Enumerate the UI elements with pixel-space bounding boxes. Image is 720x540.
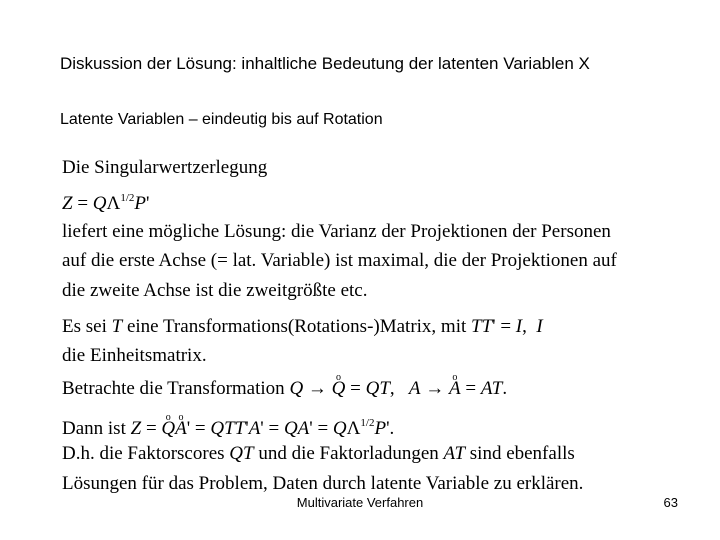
body-line-9: Dann ist Z = o Qo $A' = QTT'A' = QA' = Q\Lambda^{1/2}P'$. xyxy=(62,411,394,441)
body-line-1: Die Singularwertzerlegung xyxy=(62,157,268,178)
line6-part-b: eine Transformations(Rotations-)Matrix, mit xyxy=(122,316,472,337)
page-number: 63 xyxy=(663,495,678,510)
body-line-5: die zweite Achse ist die zweitgrößte etc. xyxy=(62,280,368,301)
footer-text: Multivariate Verfahren xyxy=(296,495,424,510)
body-line-10: D.h. die Faktorscores QT und die Faktorladungen AT sind ebenfalls xyxy=(62,443,575,464)
body-line-11: Lösungen für das Problem, Daten durch latente Variable zu erklären. xyxy=(62,473,584,494)
line8-part-a: Betrachte die Transformation xyxy=(62,378,290,399)
body-line-7: die Einheitsmatrix. xyxy=(62,345,207,366)
line10-part-b: und die Faktorladungen xyxy=(253,443,444,464)
body-line-3: liefert eine mögliche Lösung: die Varianz der Projektionen der Personen xyxy=(62,221,611,242)
line10-part-c: sind ebenfalls xyxy=(465,443,575,464)
line6-part-a: Es sei xyxy=(62,316,112,337)
formula-svd: $Z = Q\Lambda^{1/2}P'$ xyxy=(62,192,150,214)
body-line-8: Betrachte die Transformation Q → o Q = QT, A → o A = AT. xyxy=(62,377,507,401)
line9-part-a: Dann ist xyxy=(62,418,131,439)
slide-subtitle: Latente Variablen – eindeutig bis auf Rotation xyxy=(60,111,383,128)
body-line-4: auf die erste Achse (= lat. Variable) ist maximal, die der Projektionen auf xyxy=(62,250,617,271)
body-line-6: Es sei T eine Transformations(Rotations-)Matrix, mit TT' = I, I xyxy=(62,316,543,337)
line10-part-a: D.h. die Faktorscores xyxy=(62,443,230,464)
slide-title: Diskussion der Lösung: inhaltliche Bedeutung der latenten Variablen X xyxy=(60,54,590,73)
